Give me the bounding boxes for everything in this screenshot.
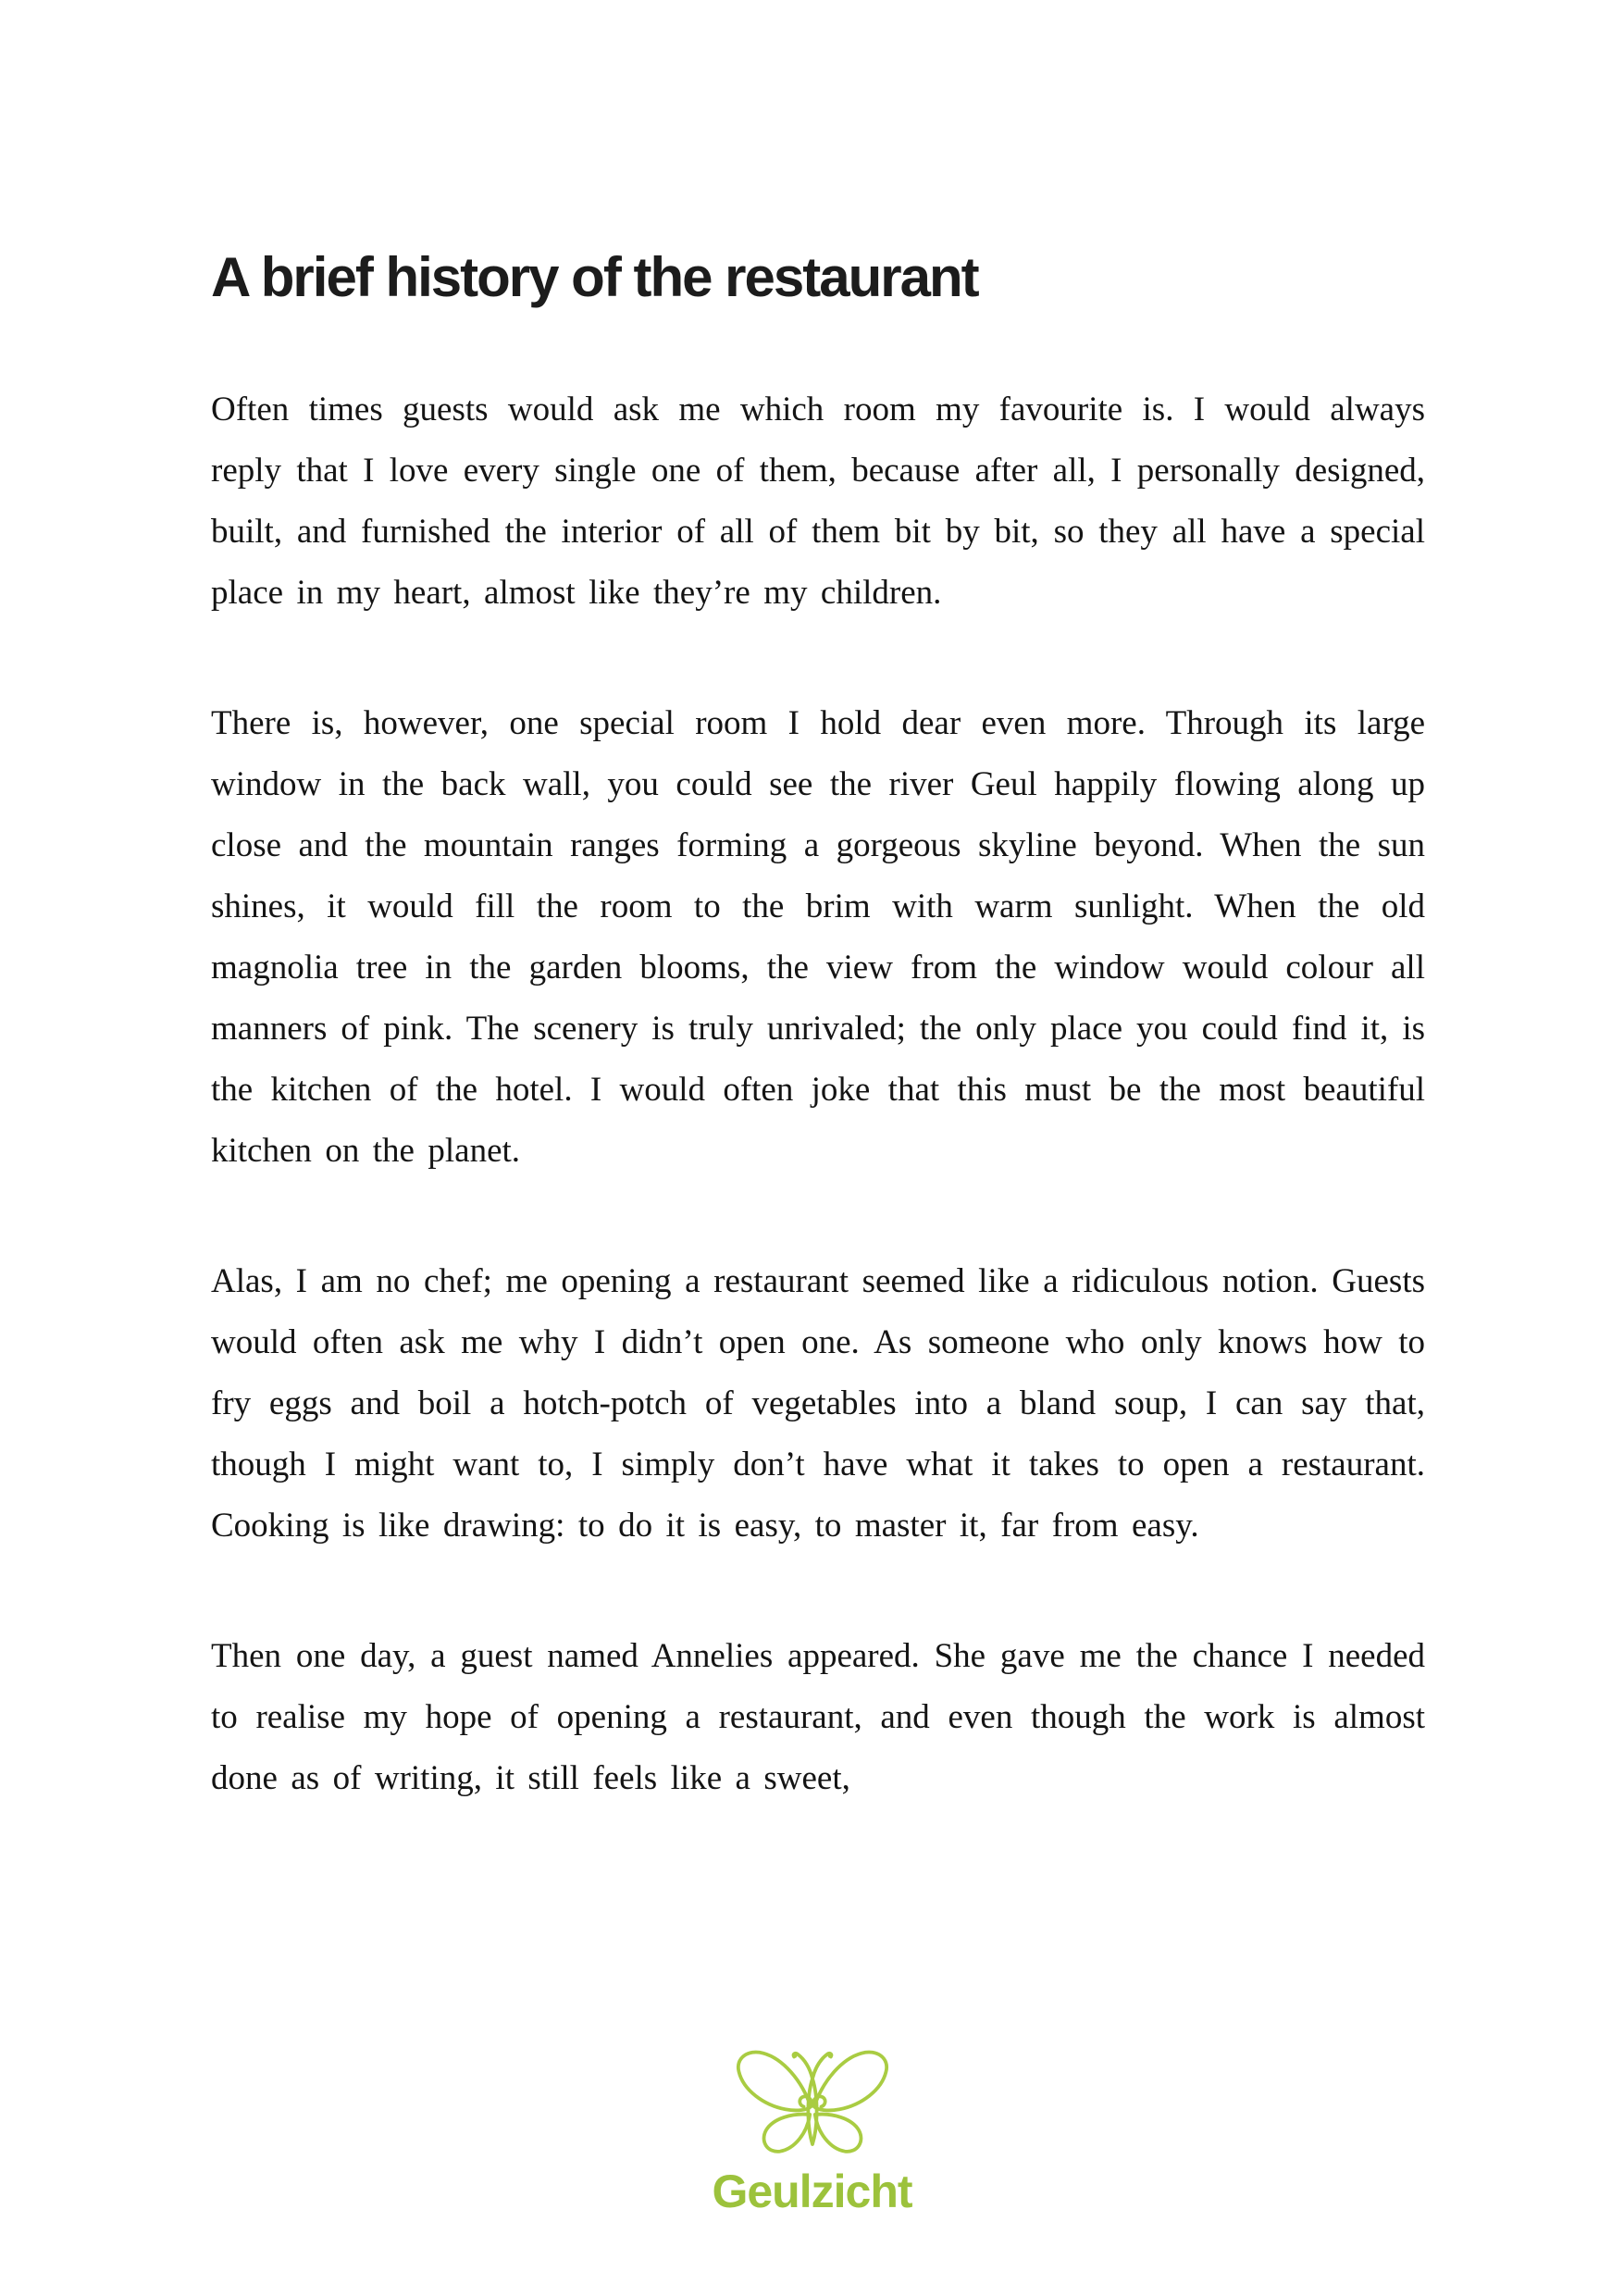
butterfly-icon — [725, 2031, 900, 2163]
brand-logo — [712, 2031, 911, 2218]
paragraph-favourite-room: Often times guests would ask me which room my favourite is. I would always reply that I love every single one of them, because after all, I personally designed, built, and furnished the interior of all of them bit by bit, so they all have a special place in my heart, almost like they’re my children. — [211, 391, 1425, 612]
page-title: A brief history of the restaurant — [211, 246, 978, 308]
paragraph-no-chef: Alas, I am no chef; me opening a restaurant seemed like a ridiculous notion. Guests would often ask me why I didn’t open one. As someone who only knows how to fry eggs and boil a hotch-potch of vegetables into a bland soup, I can say that, though I might want to, I simply don’t have what it takes to open a restaurant. Cooking is like drawing: to do it is easy, to master it, far from easy. — [211, 1262, 1425, 1545]
paragraph-special-room: There is, however, one special room I hold dear even more. Through its large window in the back wall, you could see the river Geul happily flowing along up close and the mountain ranges forming a gorgeous skyline beyond. When the sun shines, it would fill the room to the brim with warm sunlight. When the old magnolia tree in the garden blooms, the view from the window would colour all manners of pink. The scenery is truly unrivaled; the only place you could find it, is the kitchen of the hotel. I would often joke that this must be the most beautiful kitchen on the planet. — [211, 704, 1425, 1170]
paragraph-annelies: Then one day, a guest named Annelies appeared. She gave me the chance I needed to realise my hope of opening a restaurant, and even though the work is almost done as of writing, it still feels like a sweet, — [211, 1637, 1425, 1797]
brand-wordmark: Geulzicht — [712, 2166, 912, 2217]
